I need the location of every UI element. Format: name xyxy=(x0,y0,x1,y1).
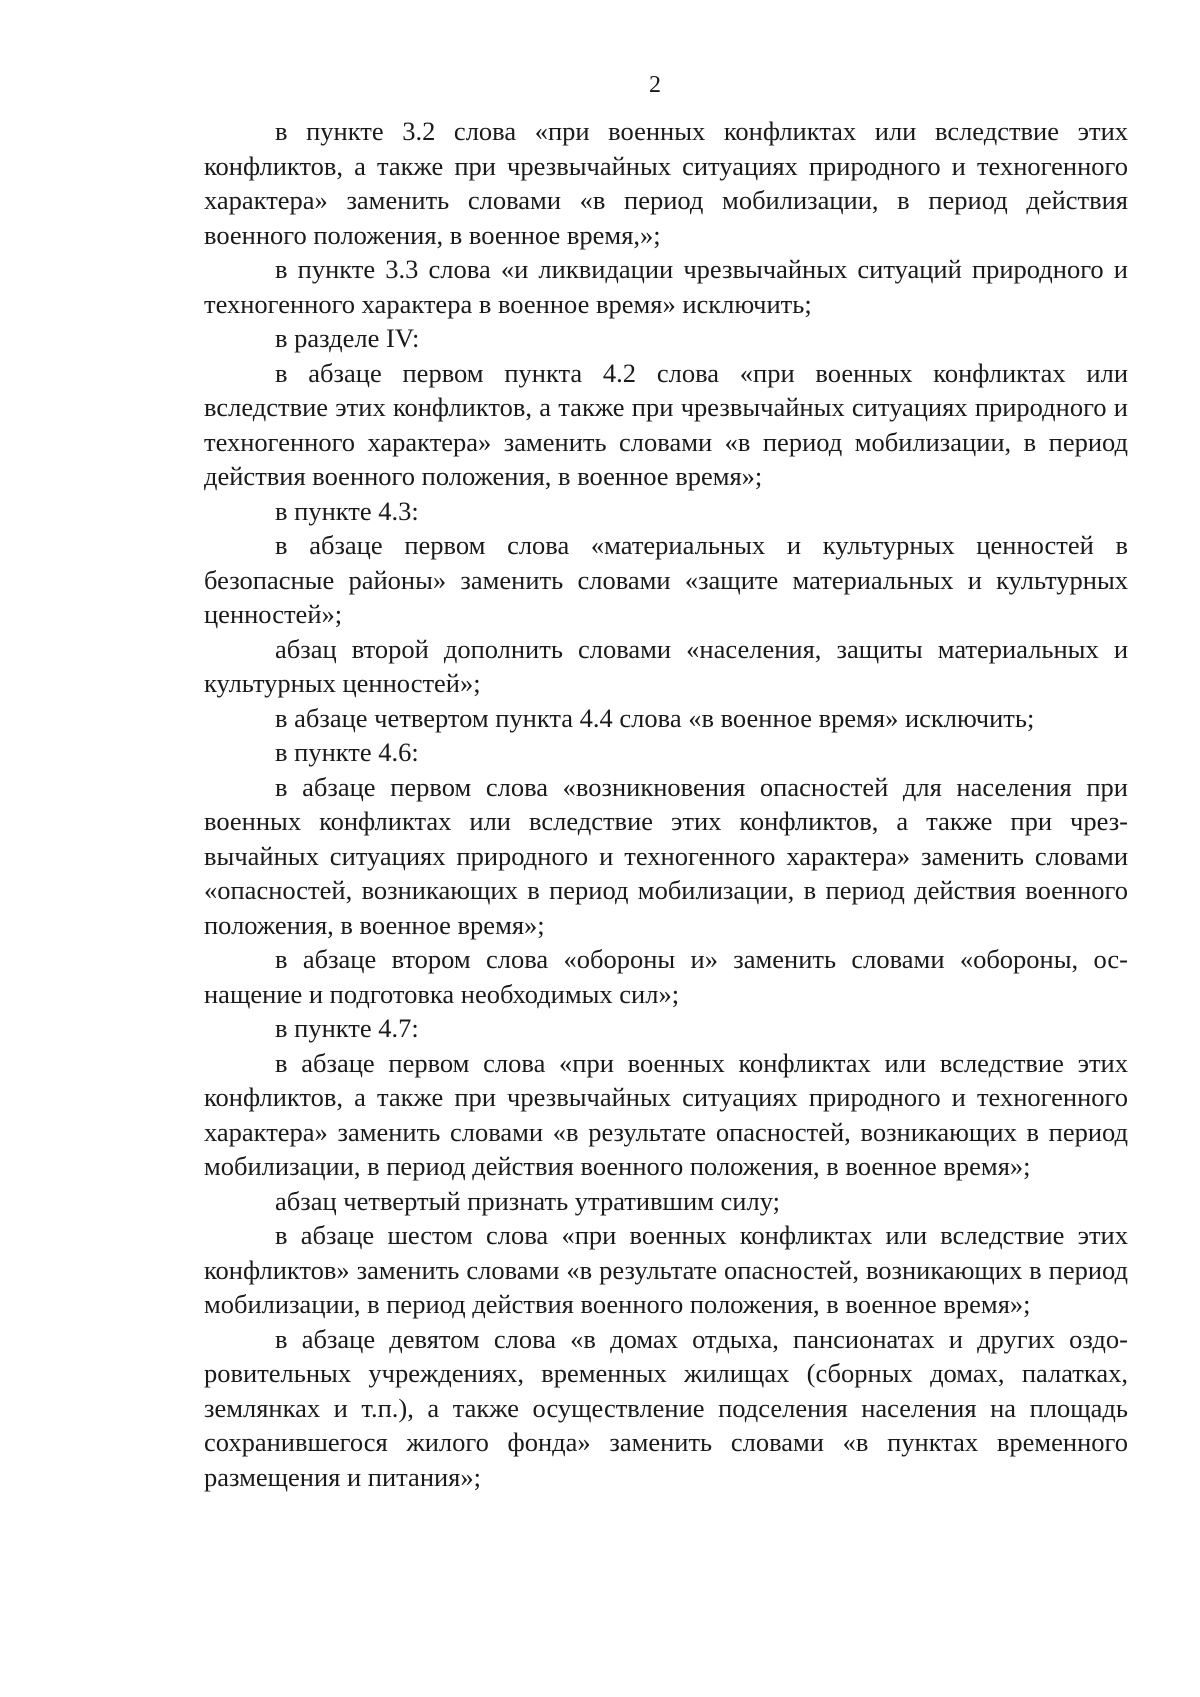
paragraph: в абзаце первом слова «материальных и культурных ценностей в безопасные районы» заменить словами «защите материальных и культурных ценностей»; xyxy=(204,530,1128,629)
paragraph: в абзаце втором слова «обороны и» заменить словами «обороны, оснащение и подготовка необходимых сил»; xyxy=(204,944,1128,1009)
page-number: 2 xyxy=(649,72,661,98)
paragraph: в абзаце девятом слова «в домах отдыха, пансионатах и других оздоровительных учреждениях, временных жилищах (сборных домах, палатках, землянках и т.п.), а также осуществление подселения населения на площадь сохранившегося жилого фонда» заменить словами «в пунктах временного размещения и питания»; xyxy=(204,1323,1128,1492)
paragraph: в абзаце шестом слова «при военных конфликтах или вследствие этих конфликтов» заменить словами «в результате опасностей, возникающих в период мобилизации, в период действия военного положения, в военное время»; xyxy=(204,1220,1128,1319)
paragraph: в пункте 4.6: xyxy=(275,737,419,767)
paragraph: в разделе IV: xyxy=(275,323,420,353)
paragraph: в абзаце первом слова «при военных конфликтах или вследствие этих конфликтов, а также при чрезвычайных ситуациях природного и техногенного характера» заменить словами «в результате опасностей, возникающих в период мобилизации, в период действия военного положения, в военное время»; xyxy=(204,1047,1128,1181)
paragraph: абзац второй дополнить словами «населения, защиты материальных и культурных ценностей»; xyxy=(204,633,1128,698)
paragraph: в абзаце четвертом пункта 4.4 слова «в военное время» исключить; xyxy=(275,702,1035,733)
paragraph: в пункте 4.3: xyxy=(275,495,419,526)
paragraph: в пункте 4.7: xyxy=(275,1013,419,1043)
paragraph: в пункте 3.3 слова «и ликвидации чрезвычайных ситуаций природного и техногенного характера в военное время» исключить; xyxy=(204,254,1128,319)
paragraph: абзац четвертый признать утратившим силу; xyxy=(275,1185,780,1216)
paragraph: в абзаце первом пункта 4.2 слова «при военных конфликтах или вследствие этих конфликтов, а также при чрезвычайных ситуациях природного и техногенного характера» заменить словами «в период мобилизации, в период действия военного положения, в военное время»; xyxy=(204,357,1128,491)
document-body xyxy=(204,114,1128,1494)
paragraph: в абзаце первом слова «возникновения опасностей для населения при военных конфликтах или вследствие этих конфликтов, а также при чрезвычайных ситуациях природного и техногенного характера» заменить словами «опасностей, возникающих в период мобилизации, в период действия военного положения, в военное время»; xyxy=(204,771,1128,940)
paragraph: в пункте 3.2 слова «при военных конфликтах или вследствие этих конфликтов, а также при чрезвычайных ситуациях природного и техногенного характера» заменить словами «в период мобилизации, в период действия военного положения, в военное время,»; xyxy=(204,116,1128,250)
